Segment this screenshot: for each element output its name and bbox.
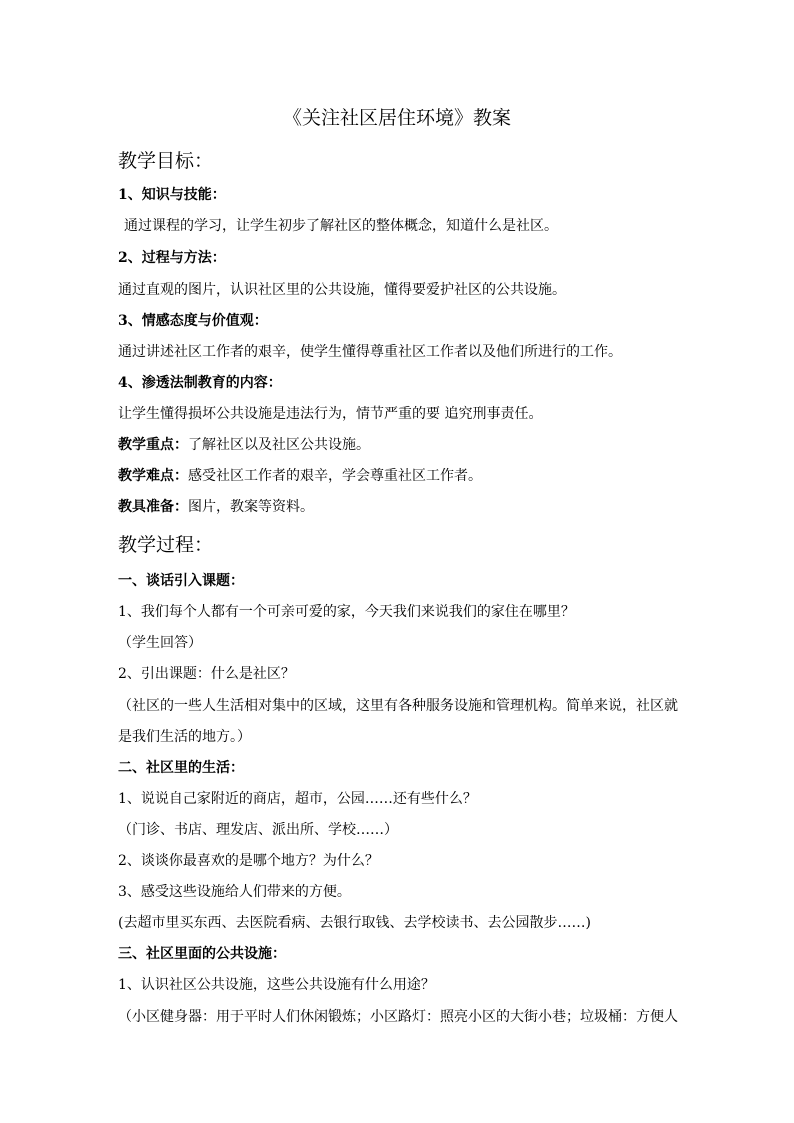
part-3-line-1: 1、认识社区公共设施，这些公共设施有什么用途？	[118, 977, 435, 993]
objective-3-heading: 3、情感态度与价值观：	[118, 313, 268, 329]
objective-2-text: 通过直观的图片，认识社区里的公共设施，懂得要爱护社区的公共设施。	[118, 282, 566, 298]
objective-1-heading: 1、知识与技能：	[118, 187, 226, 203]
process-heading: 教学过程：	[118, 534, 214, 556]
objective-2-heading: 2、过程与方法：	[118, 250, 226, 266]
part-2-line-5: (去超市里买东西、去医院看病、去银行取钱、去学校读书、去公园散步……)	[118, 915, 591, 931]
objectives-heading: 教学目标：	[118, 150, 214, 172]
part-2-line-4: 3、感受这些设施给人们带来的方便。	[118, 884, 351, 900]
part-3-line-2: （小区健身器：用于平时人们休闲锻炼；小区路灯：照亮小区的大街小巷；垃圾桶：方便人	[118, 1009, 678, 1025]
part-2-line-2: （门诊、书店、理发店、派出所、学校……）	[118, 822, 398, 838]
difficulty-label: 教学难点：	[118, 468, 188, 484]
document-title: 《关注社区居住环境》教案	[282, 107, 511, 129]
part-2-heading: 二、社区里的生活：	[118, 760, 244, 776]
difficulty-row	[118, 467, 482, 485]
key-points-row	[118, 436, 370, 454]
part-1-line-4b: 是我们生活的地方。）	[118, 729, 251, 745]
part-2-line-3: 2、谈谈你最喜欢的是哪个地方？为什么？	[118, 853, 379, 869]
objective-3-text: 通过讲述社区工作者的艰辛，使学生懂得尊重社区工作者以及他们所进行的工作。	[118, 344, 622, 360]
part-1-line-4a: （社区的一些人生活相对集中的区域，这里有各种服务设施和管理机构。简单来说，社区就	[118, 698, 678, 714]
objective-1-text: 通过课程的学习，让学生初步了解社区的整体概念，知道什么是社区。	[124, 218, 558, 234]
key-points-label: 教学重点：	[118, 437, 188, 453]
key-points-text: 了解社区以及社区公共设施。	[188, 437, 370, 453]
part-1-line-3: 2、引出课题：什么是社区？	[118, 666, 295, 682]
objective-4-text: 让学生懂得损坏公共设施是违法行为，情节严重的要 追究刑事责任。	[118, 406, 543, 422]
objective-4-heading: 4、渗透法制教育的内容：	[118, 375, 282, 391]
tools-row	[118, 498, 314, 516]
tools-label: 教具准备：	[118, 499, 188, 515]
part-3-heading: 三、社区里面的公共设施：	[118, 946, 286, 962]
part-1-heading: 一、谈话引入课题：	[118, 573, 244, 589]
part-2-line-1: 1、说说自己家附近的商店，超市，公园……还有些什么？	[118, 791, 477, 807]
part-1-line-2: （学生回答）	[118, 635, 202, 651]
difficulty-text: 感受社区工作者的艰辛，学会尊重社区工作者。	[188, 468, 482, 484]
tools-text: 图片，教案等资料。	[188, 499, 314, 515]
part-1-line-1: 1、我们每个人都有一个可亲可爱的家，今天我们来说我们的家住在哪里？	[118, 604, 575, 620]
